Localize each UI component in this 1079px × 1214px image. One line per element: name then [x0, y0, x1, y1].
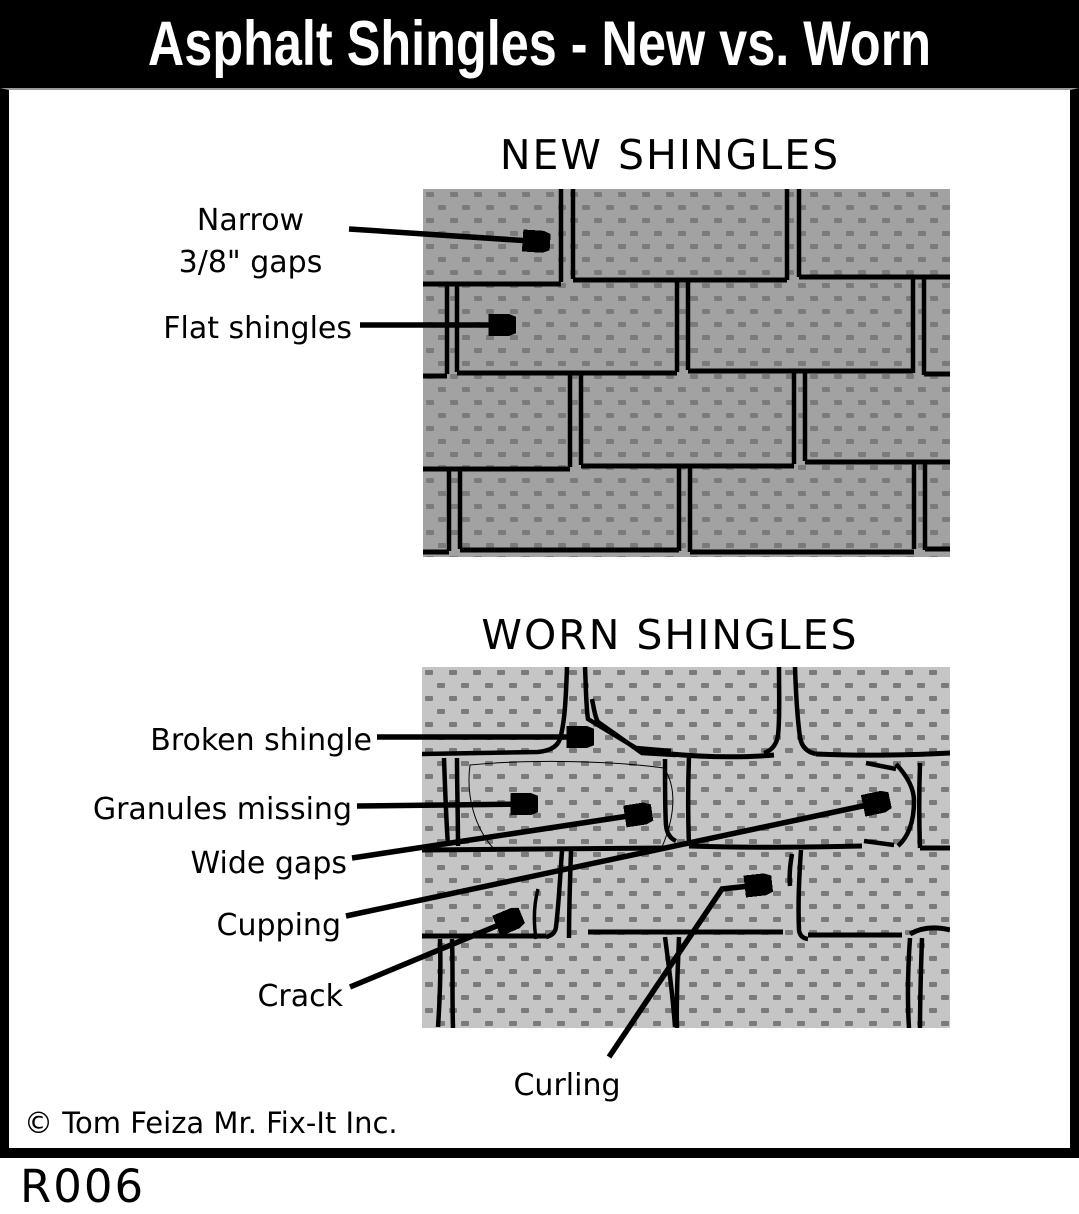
label-narrow-gaps-line2: 3/8" gaps	[178, 245, 323, 280]
new-shingles-heading: NEW SHINGLES	[499, 131, 841, 179]
label-curling: Curling	[513, 1068, 621, 1103]
label-crack: Crack	[257, 979, 343, 1014]
label-granules-missing: Granules missing	[92, 792, 352, 827]
title-bar	[0, 0, 1079, 88]
reference-code: R006	[20, 1160, 146, 1213]
worn-shingles-heading: WORN SHINGLES	[481, 611, 859, 659]
label-wide-gaps: Wide gaps	[190, 846, 347, 881]
label-flat-shingles: Flat shingles	[163, 311, 352, 346]
page-title: Asphalt Shingles - New vs. Worn	[147, 9, 932, 79]
copyright-notice: © Tom Feiza Mr. Fix-It Inc.	[24, 1106, 398, 1140]
new-shingles-panel	[423, 189, 950, 557]
label-narrow-gaps	[148, 200, 353, 284]
label-broken-shingle: Broken shingle	[150, 723, 372, 758]
worn-shingles-panel	[422, 667, 950, 1028]
label-narrow-gaps-line1: Narrow	[196, 203, 305, 238]
label-cupping: Cupping	[216, 908, 341, 943]
